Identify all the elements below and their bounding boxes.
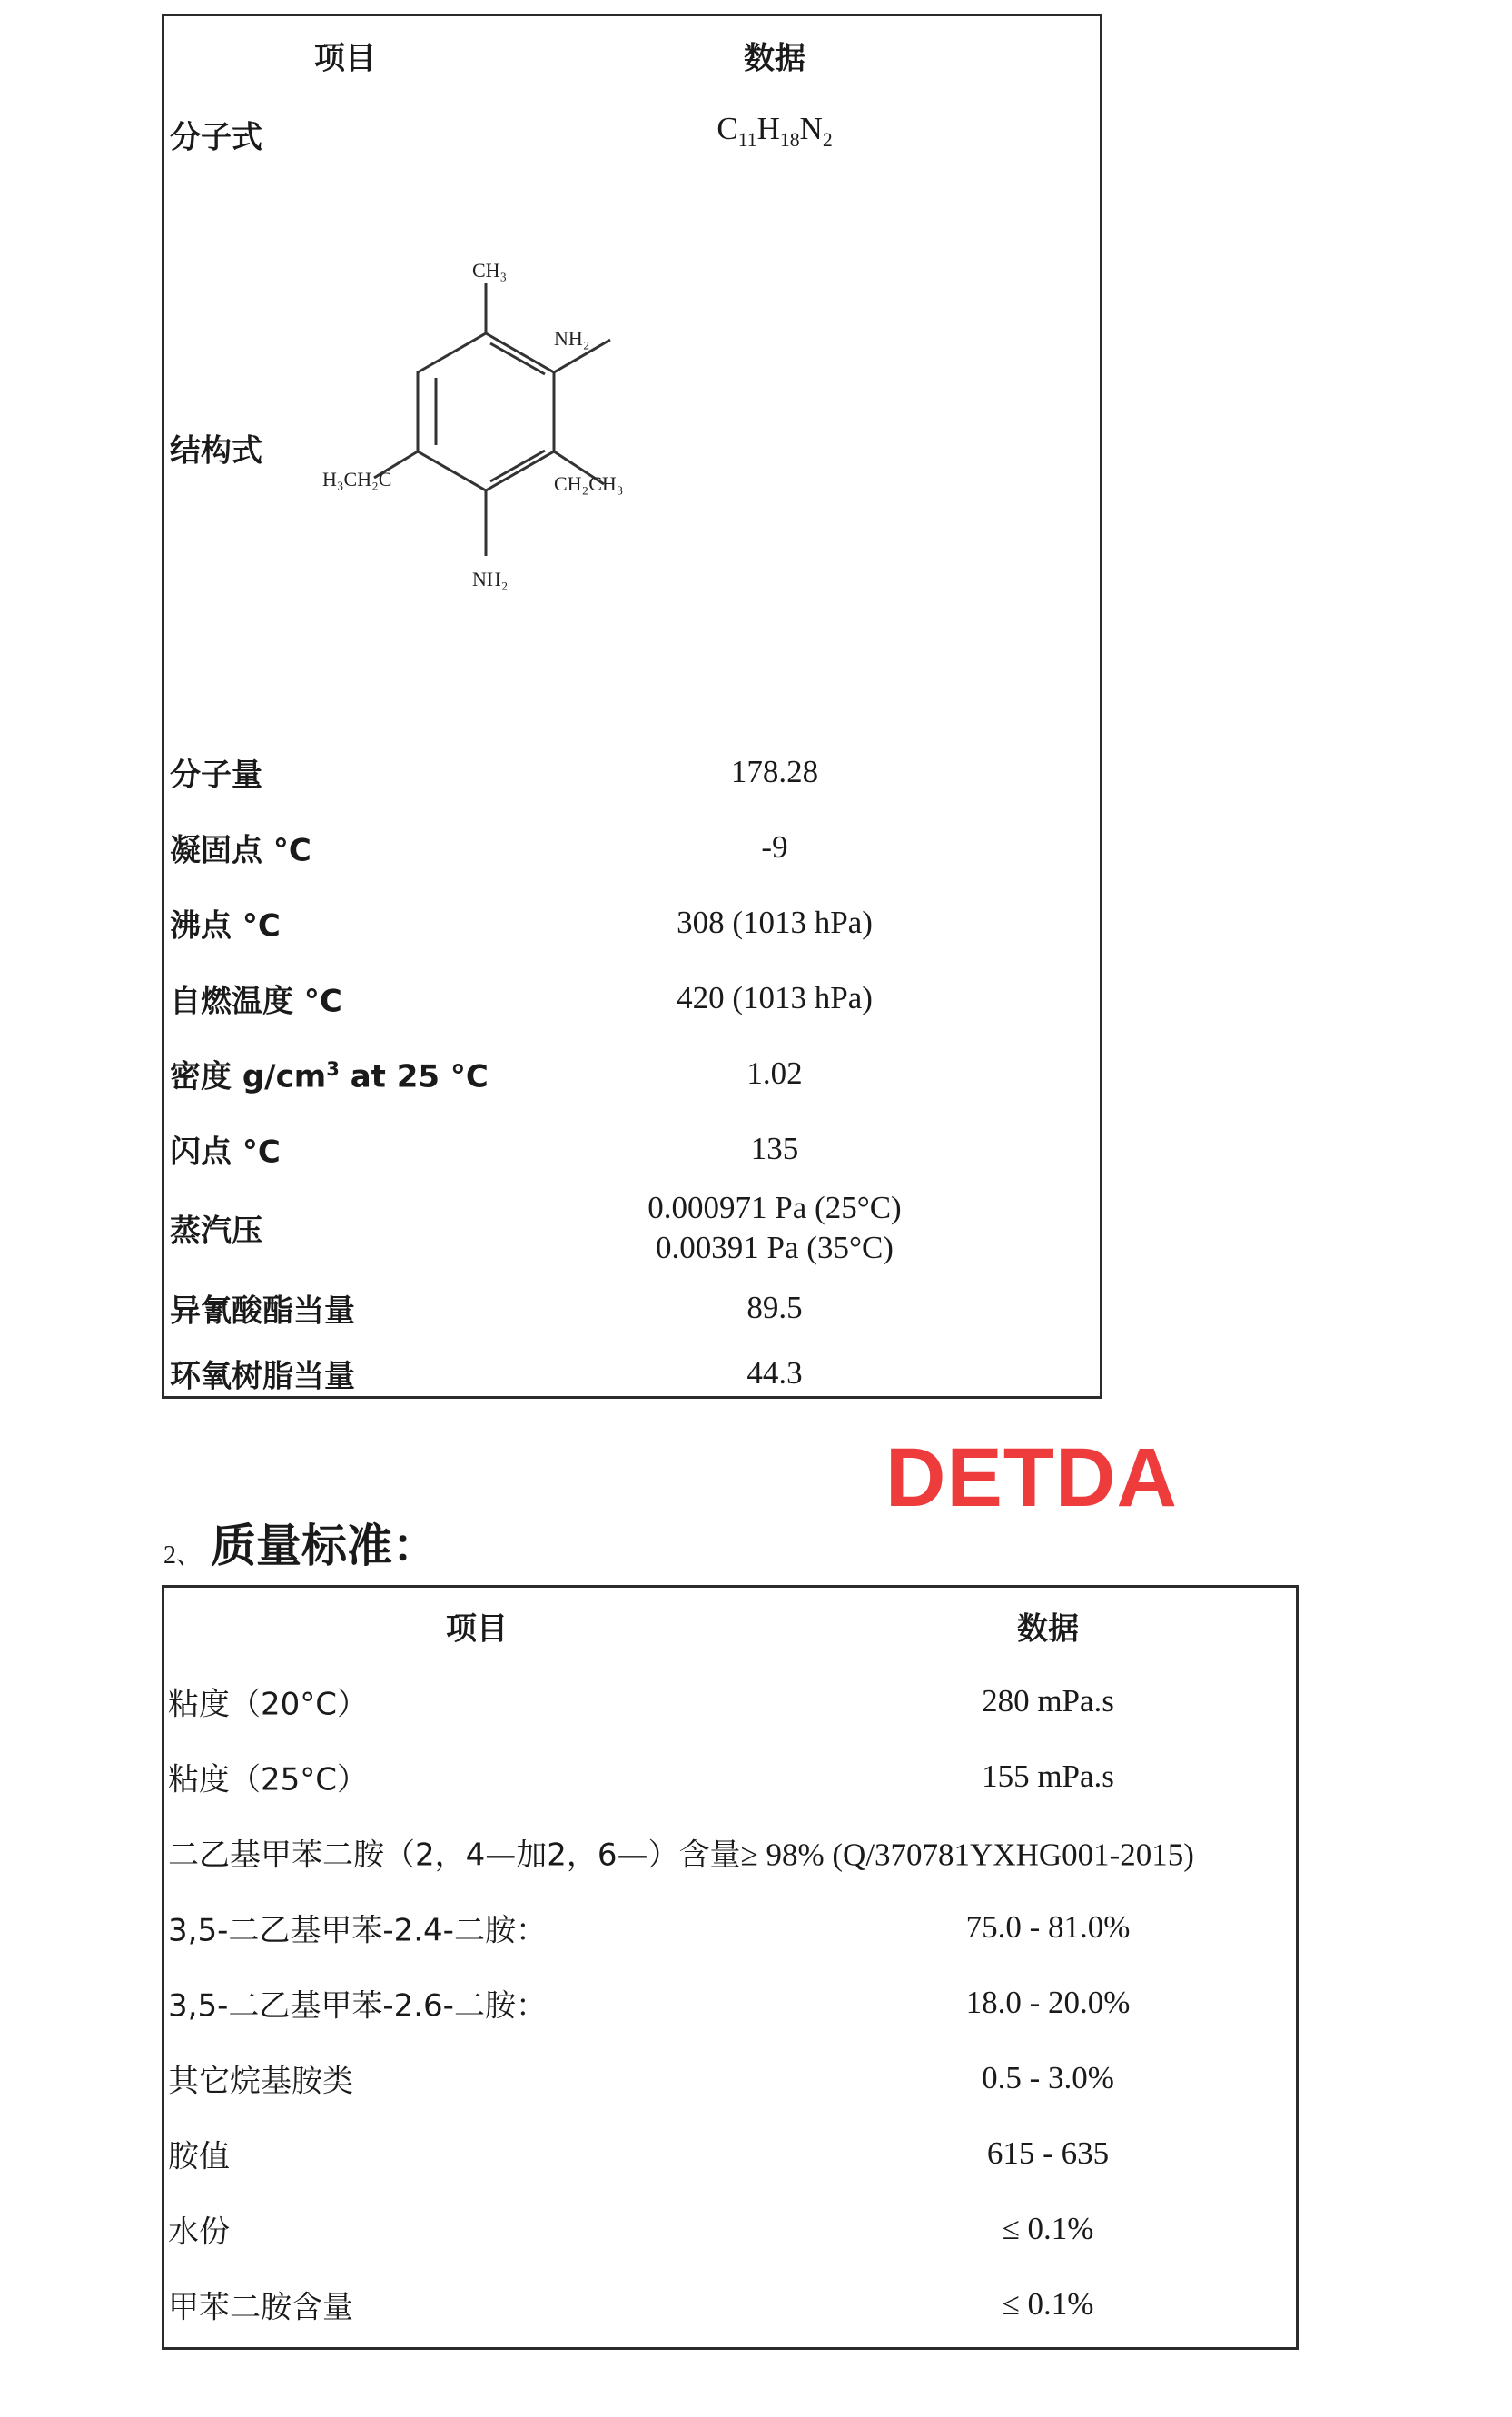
row-label: 3,5-二乙基甲苯-2.4-二胺：	[168, 1912, 547, 1948]
table-row	[164, 1345, 1100, 1402]
table-row	[164, 1965, 1296, 2040]
formula-value: $C_{11}H_{18}N_2$	[716, 111, 833, 151]
table-header-row	[164, 1588, 1296, 1663]
row-label: 密度 $g/cm^3$ at 25 °C	[170, 1056, 489, 1095]
row-label: 胺值	[168, 2138, 230, 2174]
row-value: -9	[761, 828, 788, 865]
row-label: 闪点 °C	[170, 1134, 281, 1170]
table-row	[164, 1186, 1100, 1270]
row-value: 1.02	[746, 1055, 803, 1091]
table-row	[164, 809, 1100, 885]
row-value: 615 - 635	[986, 2135, 1110, 2171]
row-value: 420 (1013 hPa)	[677, 979, 873, 1015]
table-row	[164, 2191, 1296, 2266]
header-data: 数据	[744, 40, 805, 76]
section-number: 2、	[163, 1541, 203, 1570]
header-item: 项目	[446, 1610, 508, 1647]
row-value: 135	[750, 1130, 799, 1166]
row-label: 沸点 °C	[170, 907, 281, 944]
table-row	[164, 2040, 1296, 2115]
row-label: 自燃温度 °C	[170, 983, 342, 1019]
table-row	[164, 1035, 1100, 1111]
table-header-row	[164, 16, 1100, 94]
table-row	[164, 734, 1100, 809]
ch3-label: CH₃	[472, 259, 508, 282]
table-row	[164, 885, 1100, 960]
row-value: 0.5 - 3.0%	[982, 2059, 1114, 2095]
row-label: 环氧树脂当量	[170, 1358, 355, 1395]
row-label: 异氰酸酯当量	[170, 1293, 355, 1329]
row-value: 75.0 - 81.0%	[965, 1908, 1131, 1945]
row-value: 44.3	[746, 1355, 803, 1391]
row-label: 甲苯二胺含量	[168, 2289, 353, 2325]
structure-label: 结构式	[170, 432, 262, 470]
quality-standard-table	[162, 1585, 1299, 2350]
table-row	[164, 1270, 1100, 1345]
row-value: ≤ 0.1%	[1002, 2285, 1094, 2322]
row-label: 3,5-二乙基甲苯-2.6-二胺：	[168, 1987, 547, 2024]
table-row	[164, 2115, 1296, 2191]
header-data: 数据	[1017, 1610, 1079, 1647]
ch2ch3-label: CH₂CH₃	[554, 472, 624, 495]
row-value: 280 mPa.s	[982, 1682, 1114, 1719]
table-row	[164, 1663, 1296, 1738]
row-value: 155 mPa.s	[982, 1758, 1114, 1794]
table-row	[164, 1111, 1100, 1186]
table-row	[164, 1738, 1296, 1814]
table-row	[164, 2266, 1296, 2342]
row-label: 蒸汽压	[170, 1213, 262, 1250]
row-label: 分子量	[170, 757, 262, 793]
header-item: 项目	[314, 40, 376, 76]
row-label: 水份	[168, 2214, 230, 2250]
nh2-bottom-label: NH₂	[472, 568, 509, 590]
section-title: 质量标准：	[211, 1520, 438, 1572]
structure-formula-image	[322, 127, 835, 636]
table-row	[164, 1814, 1296, 1889]
row-value: 89.5	[746, 1289, 803, 1325]
row-value: 308 (1013 hPa)	[677, 904, 873, 940]
row-value: 178.28	[730, 753, 819, 789]
row-label: 其它烷基胺类	[168, 2063, 353, 2099]
formula-label: 分子式	[170, 119, 262, 156]
benzene-ring	[374, 283, 610, 556]
h3cch2c-label: H₃CH₂C	[322, 468, 392, 490]
brand-label: DETDA	[885, 1431, 1178, 1524]
row-value: ≤ 0.1%	[1002, 2210, 1094, 2246]
table-row	[164, 960, 1100, 1035]
row-label-and-value: 二乙基甲苯二胺（2，4—加2，6—）含量≥ 98% (Q/370781YXHG001-2015)	[168, 1837, 1194, 1873]
row-label: 粘度（25°C）	[168, 1761, 369, 1798]
row-value: 18.0 - 20.0%	[965, 1984, 1131, 2020]
table-row	[164, 1889, 1296, 1965]
row-label: 粘度（20°C）	[168, 1686, 369, 1722]
row-value: 0.000971 Pa (25°C) 0.00391 Pa (35°C)	[647, 1190, 902, 1265]
nh2-top-label: NH₂	[554, 327, 590, 350]
row-label: 凝固点 °C	[170, 832, 311, 868]
